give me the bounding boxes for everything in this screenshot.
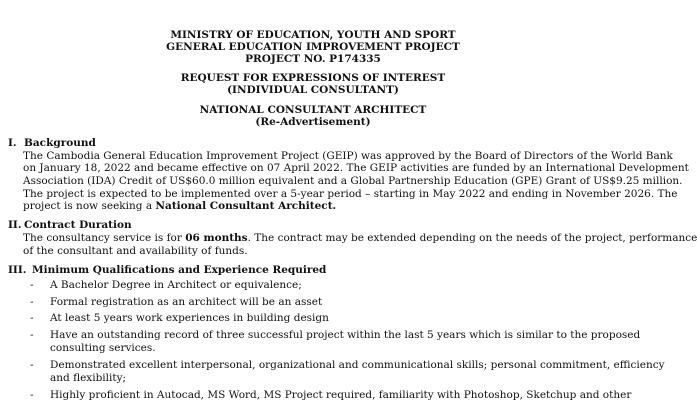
paragraph-line: [23, 232, 697, 244]
bullet-marker: -: [30, 296, 34, 308]
request-title: REQUEST FOR EXPRESSIONS OF INTEREST: [180, 72, 446, 84]
list-item: Have an outstanding record of three successful project within the last 5 years which is similar to the proposed: [50, 329, 641, 341]
duration-emphasis: 06 months: [185, 232, 248, 244]
line-text: . The contract may be extended depending on the needs of the project, performance: [247, 232, 697, 244]
list-item: A Bachelor Degree in Architect or equivalence;: [50, 279, 302, 291]
list-item-continuation: consulting services.: [50, 342, 156, 354]
list-item: At least 5 years work experiences in building design: [50, 312, 329, 324]
section-background-heading: [8, 137, 96, 149]
paragraph-line: The Cambodia General Education Improvement Project (GEIP) was approved by the Board of Directors of the World Bank: [23, 150, 673, 162]
bullet-marker: -: [30, 312, 34, 324]
section-number: II.: [8, 219, 22, 231]
position-emphasis: National Consultant Architect.: [155, 200, 337, 212]
project-name: GENERAL EDUCATION IMPROVEMENT PROJECT: [166, 41, 460, 53]
bullet-marker: -: [30, 359, 34, 371]
section-title: Minimum Qualifications and Experience Required: [32, 264, 327, 276]
paragraph-line: of the consultant and availability of funds.: [23, 245, 248, 257]
paragraph-line: Association (IDA) Credit of US$60.0 million equivalent and a Global Partnership Education (GPE) Grant of US$9.25 million.: [23, 175, 683, 187]
readvertisement-note: (Re-Advertisement): [255, 116, 371, 128]
list-item: Highly proficient in Autocad, MS Word, MS Project required, familiarity with Photoshop, Sketchup and other: [50, 389, 632, 401]
section-qualifications-heading: [8, 264, 326, 276]
bullet-marker: -: [30, 329, 34, 341]
section-contract-heading: [8, 219, 132, 231]
bullet-marker: -: [30, 389, 34, 401]
section-title: Contract Duration: [24, 219, 132, 231]
position-title: NATIONAL CONSULTANT ARCHITECT: [199, 104, 427, 116]
paragraph-line: on January 18, 2022 and became effective on 07 April 2022. The GEIP activities are funded by an International Development: [23, 162, 689, 174]
list-item: Demonstrated excellent interpersonal, organizational and communicational skills; personal commitment, efficiency: [50, 359, 665, 371]
paragraph-line: The project is expected to be implemented over a 5-year period – starting in May 2022 and ending in November 2026. The: [23, 188, 678, 200]
ministry-title: MINISTRY OF EDUCATION, YOUTH AND SPORT: [170, 29, 456, 41]
consultant-type: (INDIVIDUAL CONSULTANT): [227, 84, 399, 96]
list-item-continuation: and flexibility;: [50, 372, 127, 384]
section-number: I.: [8, 137, 17, 149]
line-text: project is now seeking a: [23, 200, 156, 212]
line-text: The consultancy service is for: [23, 232, 186, 244]
bullet-marker: -: [30, 279, 34, 291]
paragraph-line: [23, 200, 336, 212]
section-title: Background: [24, 137, 96, 149]
section-number: III.: [8, 264, 27, 276]
project-number: PROJECT NO. P174335: [245, 53, 381, 65]
list-item: Formal registration as an architect will be an asset: [50, 296, 323, 308]
